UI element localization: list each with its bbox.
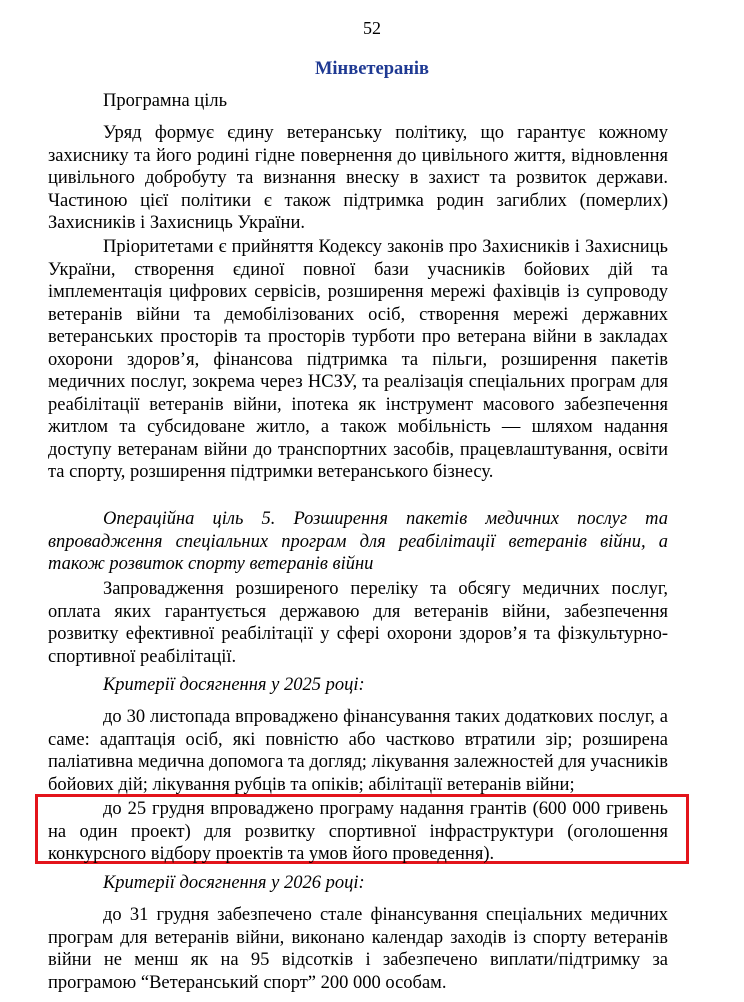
section-heading: Мінветеранів bbox=[314, 59, 430, 79]
goal-label: Програмна ціль bbox=[103, 91, 228, 111]
priorities-text: Пріоритетами є прийняття Кодексу законів про Захисників і Захисниць України, створення єдиної повної бази учасників бойових дій та імплементація цифрових сервісів, розширення мережі фахівців із супроводу ветеранів війни та демобілізованих осіб, створення мережі державних ветеранських просторів та просторів турботи про ветерана війни в закладах охорони здоров’я, фінансова підтримка та пільги, розширення пакетів медичних послуг, зокрема через НСЗУ, та реалізація спеціальних програм для реабілітації ветеранів війни, іпотека як інструмент масового забезпечення житлом та субсидоване житло, а також мобільність — шляхом надання доступу ветеранам війни до транспортних засобів, працевлаштування, освіти та спорту, розширення підтримки ветеранського бізнесу. bbox=[48, 237, 668, 482]
operational-goal-title: Операційна ціль 5. Розширення пакетів медичних послуг та впровадження спеціальних програм для реабілітації ветеранів війни, а також розвиток спорту ветеранів війни bbox=[48, 509, 668, 574]
criteria-2025-item-2: до 25 грудня впроваджено програму надання грантів (600 000 гривень на один проект) для розвитку спортивної інфраструктури (оголошення конкурсного відбору проектів та умов його проведення). bbox=[48, 799, 668, 864]
criteria-2025-item-1: до 30 листопада впроваджено фінансування таких додаткових послуг, а саме: адаптація осіб, які повністю або частково втратили зір; розширена паліативна медична допомога та догляд; лікування залежностей для учасників бойових дій; лікування рубців та опіків; абілітації ветеранів війни; bbox=[48, 707, 668, 795]
operational-goal-text: Запровадження розширеного переліку та обсягу медичних послуг, оплата яких гарантується державою для ветеранів війни, забезпечення розвитку ефективної реабілітації у сфері охорони здоров’я та фізкультурно-спортивної реабілітації. bbox=[48, 579, 668, 667]
goal-text: Уряд формує єдину ветеранську політику, що гарантує кожному захиснику та його родині гідне повернення до цивільного життя, відновлення цивільного добробуту та визнання внеску в захист та розвиток держави. Частиною цієї політики є також підтримка родин загиблих (померлих) Захисників і Захисниць України. bbox=[48, 123, 668, 233]
criteria-2026-label: Критерії досягнення у 2026 році: bbox=[103, 873, 365, 893]
criteria-2026-item-1: до 31 грудня забезпечено стале фінансування спеціальних медичних програм для ветеранів війни, виконано календар заходів із спорту ветеранів війни не менш як на 95 відсотків і забезпечено виплати/підтримку за програмою “Ветеранський спорт” 200 000 особам. bbox=[48, 905, 668, 993]
criteria-2025-label: Критерії досягнення у 2025 році: bbox=[103, 675, 365, 695]
page-number: 52 bbox=[363, 18, 381, 38]
